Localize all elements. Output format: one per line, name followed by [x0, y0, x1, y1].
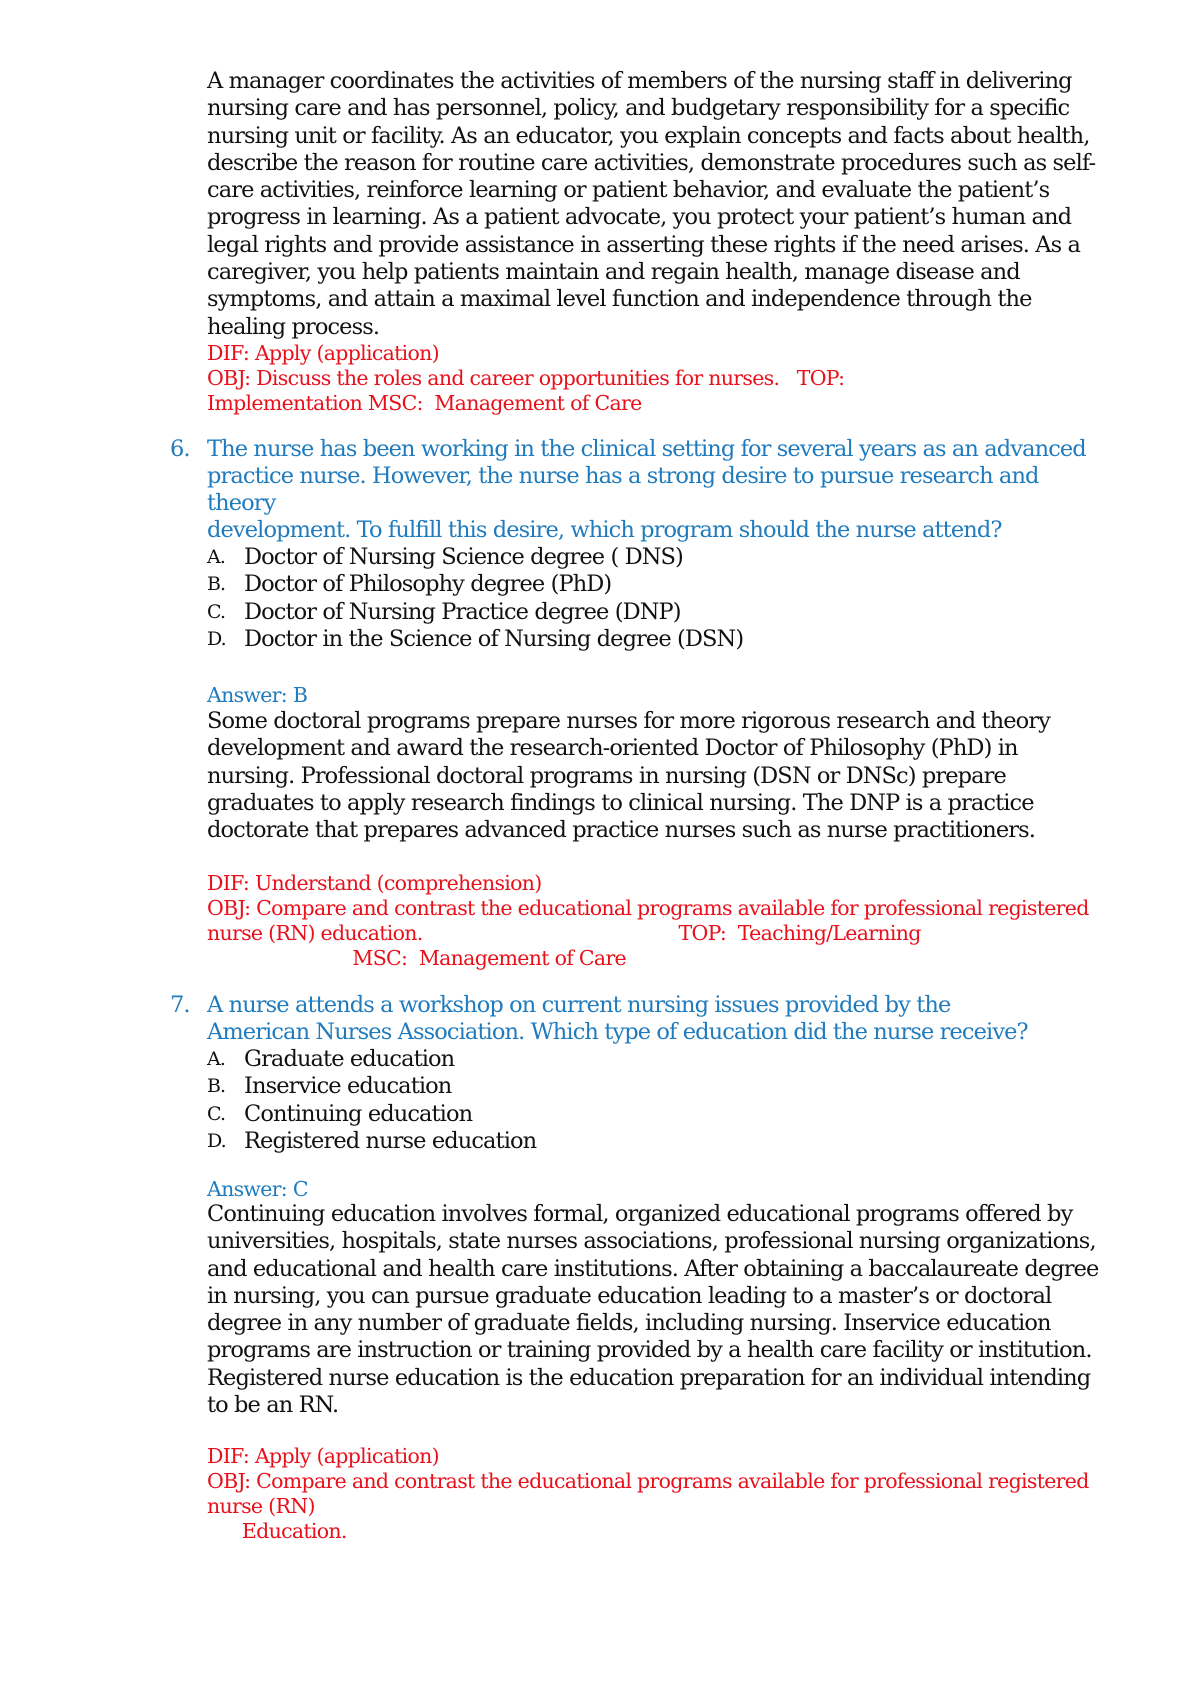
option-c [207, 599, 1110, 626]
meta-line: DIF: Apply (application) [207, 1444, 439, 1468]
meta-line: Implementation MSC: Management of Care [207, 391, 642, 415]
question-text: A nurse attends a workshop on current nursing issues provided by the American Nurses Association. Which type of education did the nurse receive? [207, 992, 1028, 1045]
option-a [207, 1046, 1110, 1073]
options-list [170, 1046, 1110, 1155]
option-d [207, 1128, 1110, 1155]
question-6 [170, 436, 1110, 653]
answer-label: Answer: C [207, 1177, 308, 1201]
option-text: Doctor of Nursing Science degree ( DNS) [244, 544, 683, 570]
option-letter: C. [207, 600, 226, 623]
question-stem [170, 436, 1110, 544]
option-d [207, 626, 1110, 653]
option-text: Continuing education [244, 1100, 473, 1127]
question-metadata [207, 871, 1107, 971]
question-number: 6. [170, 436, 190, 462]
meta-line: OBJ: Compare and contrast the educational programs available for professional registered [207, 896, 1089, 920]
question-metadata [207, 1444, 1107, 1544]
option-text: Doctor in the Science of Nursing degree (DSN) [244, 625, 744, 652]
question-number: 7. [170, 992, 190, 1018]
option-letter: B. [207, 1075, 226, 1098]
answer-label: Answer: B [207, 683, 308, 707]
option-text: Doctor of Philosophy degree (PhD) [244, 571, 612, 598]
answer-rationale: Some doctoral programs prepare nurses for more rigorous research and theory development and award the research-oriented Doctor of Philosophy (PhD) in nursing. Professional doctoral programs in nursing (DSN or DNSc) prepare graduates to apply research findings to clinical nursing. The DNP is a practice doctorate that prepares advanced practice nurses such as nurse practitioners. [207, 708, 1050, 844]
option-letter: A. [207, 1048, 225, 1070]
option-b [207, 1073, 1110, 1100]
option-letter: D. [207, 1129, 226, 1152]
option-letter: D. [207, 627, 226, 650]
question-stem [170, 992, 1110, 1046]
meta-line: DIF: Understand (comprehension) [207, 871, 542, 895]
option-c [207, 1101, 1110, 1128]
option-letter: C. [207, 1102, 226, 1125]
meta-line: DIF: Apply (application) [207, 341, 439, 365]
answer-rationale: Continuing education involves formal, organized educational programs offered by universities, hospitals, state nurses associations, professional nursing organizations, and educational and health care institutions. After obtaining a baccalaureate degree in nursing, you can pursue graduate education leading to a master’s or doctoral degree in any number of graduate fields, including nursing. Inservice education programs are instruction or training provided by a health care facility or institution. Registered nurse education is the education preparation for an individual intending to be an RN. [207, 1201, 1099, 1419]
intro-rationale: A manager coordinates the activities of members of the nursing staff in delivering nursing care and has personnel, policy, and budgetary responsibility for a specific nursing unit or facility. As an educator, you explain concepts and facts about health, describe the reason for routine care activities, demonstrate procedures such as self- care activities, reinforce learning or patient behavior, and evaluate the patient’s progress in learning. As a patient advocate, you protect your patient’s human and legal rights and provide assistance in asserting these rights if the need arises. As a caregiver, you help patients maintain and regain health, manage disease and symptoms, and attain a maximal level function and independence through the healing process. [207, 68, 1096, 340]
option-letter: B. [207, 573, 226, 596]
option-b [207, 571, 1110, 598]
options-list [170, 544, 1110, 653]
option-text: Inservice education [244, 1073, 452, 1100]
option-a [207, 544, 1110, 571]
option-text: Registered nurse education [244, 1127, 537, 1154]
meta-line: OBJ: Discuss the roles and career opportunities for nurses. TOP: [207, 366, 845, 390]
question-7 [170, 992, 1110, 1155]
meta-line: Education. [207, 1519, 347, 1543]
meta-line: nurse (RN) education. TOP: Teaching/Learning [207, 921, 921, 945]
meta-line: OBJ: Compare and contrast the educational programs available for professional registered [207, 1469, 1089, 1493]
intro-metadata [207, 341, 1107, 416]
meta-line: nurse (RN) [207, 1494, 315, 1518]
option-text: Doctor of Nursing Practice degree (DNP) [244, 598, 681, 625]
meta-line: MSC: Management of Care [207, 946, 626, 970]
option-letter: A. [207, 546, 225, 568]
option-text: Graduate education [244, 1046, 455, 1072]
question-text: The nurse has been working in the clinical setting for several years as an advanced practice nurse. However, the nurse has a strong desire to pursue research and theory development. To fulfill this desire, which program should the nurse attend? [207, 436, 1086, 543]
